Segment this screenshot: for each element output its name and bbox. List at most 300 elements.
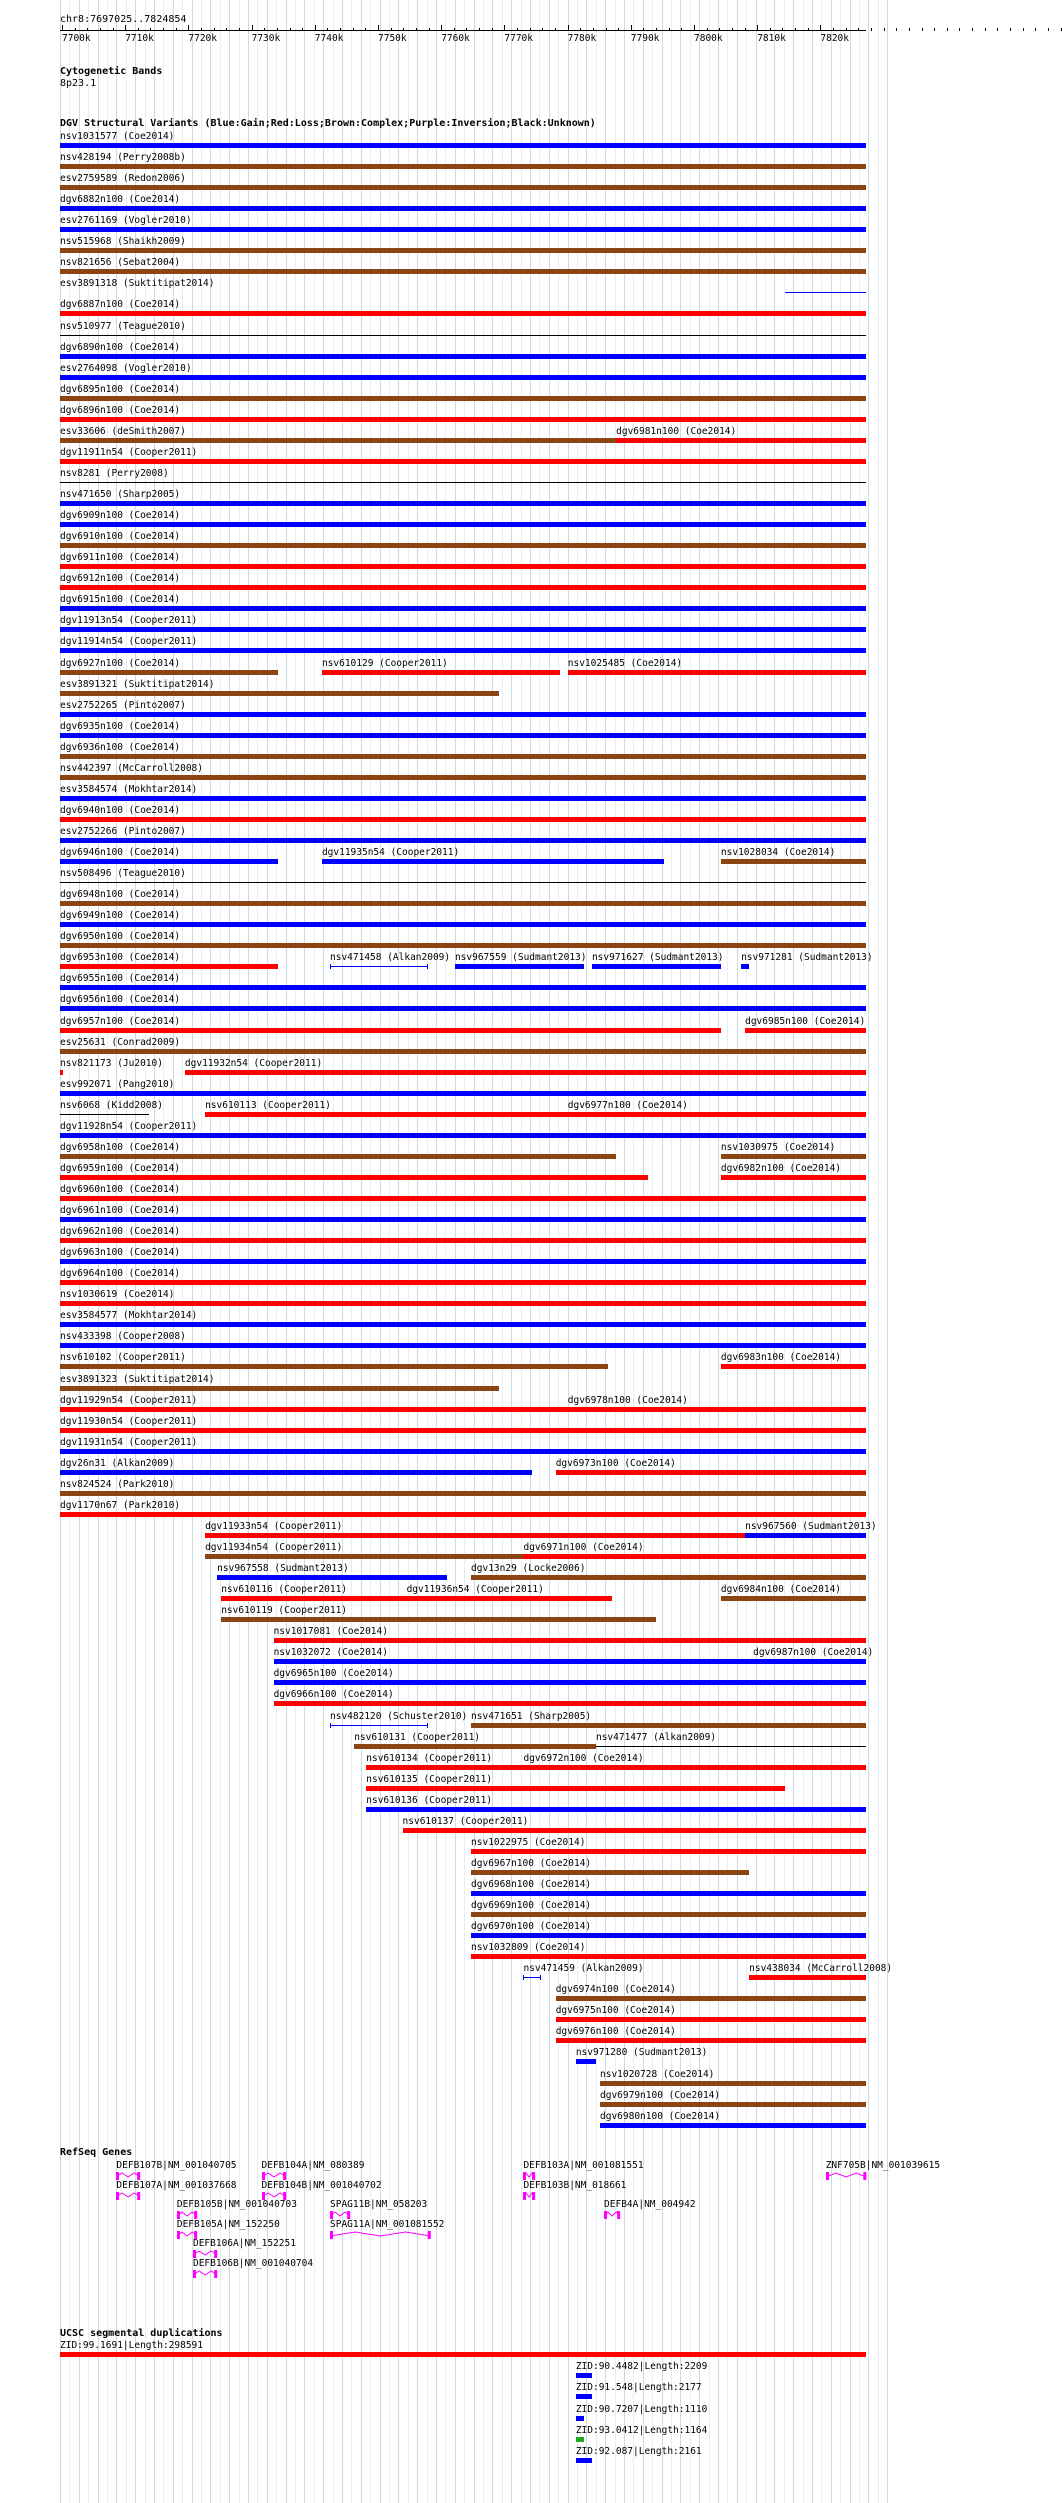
sv-bar[interactable] [60, 248, 866, 253]
sv-bar[interactable] [600, 2102, 866, 2107]
sv-label[interactable]: dgv13n29 (Locke2006) [471, 1563, 586, 1575]
sv-label[interactable]: nsv508496 (Teague2010) [60, 868, 186, 880]
sv-label[interactable]: nsv1020728 (Coe2014) [600, 2068, 715, 2080]
sv-label[interactable]: dgv6965n100 (Coe2014) [273, 1668, 394, 1680]
sv-label[interactable]: nsv610134 (Cooper2011) [366, 1752, 493, 1764]
sv-label[interactable]: nsv510977 (Teague2010) [60, 320, 186, 332]
sv-label[interactable]: dgv6973n100 (Coe2014) [555, 1457, 676, 1469]
sv-label[interactable]: esv25631 (Conrad2009) [60, 1036, 181, 1048]
segdup-bar[interactable] [576, 2437, 584, 2442]
sv-label[interactable]: dgv6946n100 (Coe2014) [60, 847, 181, 859]
sv-bar[interactable] [322, 670, 560, 675]
sv-label[interactable]: nsv971627 (Sudmant2013) [591, 952, 724, 964]
sv-label[interactable]: dgv6959n100 (Coe2014) [60, 1162, 181, 1174]
sv-label[interactable]: dgv6970n100 (Coe2014) [471, 1921, 592, 1933]
minor-tick [833, 28, 834, 31]
sv-label[interactable]: dgv26n31 (Alkan2009) [60, 1457, 175, 1469]
segdup-bar[interactable] [576, 2394, 592, 2399]
sv-label[interactable]: dgv6966n100 (Coe2014) [273, 1689, 394, 1701]
sv-bar[interactable] [60, 1217, 866, 1222]
sv-label[interactable]: nsv471458 (Alkan2009) [330, 952, 451, 964]
sv-bar[interactable] [366, 1786, 785, 1791]
sv-bar[interactable] [60, 1091, 866, 1096]
sv-label[interactable]: dgv6911n100 (Coe2014) [60, 552, 181, 564]
sv-line[interactable] [523, 1977, 539, 1978]
sv-label[interactable]: dgv11928n54 (Cooper2011) [60, 1120, 198, 1132]
sv-label[interactable]: dgv6896n100 (Coe2014) [60, 404, 181, 416]
gene-label[interactable]: SPAG11A|NM_001081552 [330, 2218, 445, 2230]
sv-label[interactable]: nsv433398 (Cooper2008) [60, 1331, 186, 1343]
minor-tick [631, 28, 632, 31]
sv-bar[interactable] [60, 1154, 616, 1159]
sv-bar[interactable] [455, 964, 584, 969]
sv-bar[interactable] [60, 164, 866, 169]
sv-label[interactable]: nsv821173 (Ju2010) [60, 1057, 163, 1069]
sv-bar[interactable] [60, 1006, 866, 1011]
sv-label[interactable]: dgv11934n54 (Cooper2011) [205, 1542, 343, 1554]
sv-bar[interactable] [322, 859, 665, 864]
sv-bar[interactable] [221, 1596, 406, 1601]
sv-bar[interactable] [60, 985, 866, 990]
sv-bar[interactable] [60, 1407, 568, 1412]
sv-bar[interactable] [60, 1133, 866, 1138]
sv-bar[interactable] [60, 1028, 721, 1033]
minor-tick [1061, 28, 1062, 31]
gene-label[interactable]: DEFB103A|NM_001081551 [523, 2160, 644, 2171]
segdup-bar[interactable] [60, 2352, 866, 2357]
sv-label[interactable]: dgv11929n54 (Cooper2011) [60, 1394, 198, 1406]
sv-bar[interactable] [60, 1070, 63, 1075]
sv-line[interactable] [60, 882, 866, 883]
sv-label[interactable]: nsv1025485 (Coe2014) [567, 657, 683, 669]
segdup-label[interactable]: ZID:99.1691|Length:298591 [60, 2340, 203, 2351]
sv-label[interactable]: dgv6882n100 (Coe2014) [60, 194, 181, 206]
minor-tick [125, 28, 126, 31]
minor-tick [100, 28, 101, 31]
sv-bar[interactable] [205, 1533, 745, 1538]
minor-tick [315, 28, 316, 31]
sv-bar[interactable] [60, 627, 866, 632]
sv-label[interactable]: esv2764098 (Vogler2010) [60, 362, 192, 374]
sv-bar[interactable] [60, 185, 866, 190]
sv-label[interactable]: nsv1030975 (Coe2014) [720, 1141, 836, 1153]
sv-label[interactable]: dgv6979n100 (Coe2014) [600, 2089, 721, 2101]
sv-bar[interactable] [366, 1807, 866, 1812]
sv-label[interactable]: dgv6960n100 (Coe2014) [60, 1184, 181, 1195]
sv-bar[interactable] [60, 775, 866, 780]
sv-bar[interactable] [221, 1617, 656, 1622]
gene-glyph[interactable] [523, 2191, 535, 2201]
minor-tick [656, 28, 657, 31]
sv-bar[interactable] [60, 459, 866, 464]
sv-label[interactable]: nsv967559 (Sudmant2013) [454, 952, 587, 964]
gene-label[interactable]: DEFB4A|NM_004942 [604, 2199, 696, 2210]
sv-label[interactable]: nsv1032809 (Coe2014) [471, 1942, 586, 1954]
sv-bar[interactable] [600, 2081, 866, 2086]
sv-bar[interactable] [592, 964, 721, 969]
sv-label[interactable]: dgv11935n54 (Cooper2011) [321, 847, 460, 859]
sv-line[interactable] [330, 966, 427, 967]
sv-label[interactable]: dgv11913n54 (Cooper2011) [60, 615, 198, 627]
sv-label[interactable]: nsv1022975 (Coe2014) [471, 1836, 586, 1848]
sv-label[interactable]: dgv6963n100 (Coe2014) [60, 1247, 181, 1259]
gene-label[interactable]: DEFB107A|NM_001037668 [116, 2179, 237, 2191]
sv-bar[interactable] [60, 1449, 866, 1454]
sv-bar[interactable] [753, 1659, 866, 1664]
sv-bar[interactable] [745, 1028, 866, 1033]
sv-label[interactable]: nsv471459 (Alkan2009) [523, 1963, 644, 1975]
tick-label: 7710k [125, 33, 154, 44]
sv-label[interactable]: esv992071 (Pang2010) [60, 1078, 175, 1090]
sv-bar[interactable] [556, 1996, 866, 2001]
gene-glyph[interactable] [116, 2191, 140, 2201]
sv-label[interactable]: dgv6969n100 (Coe2014) [471, 1900, 592, 1912]
sv-line[interactable] [330, 1725, 427, 1726]
sv-label[interactable]: dgv6950n100 (Coe2014) [60, 931, 181, 943]
sv-bar[interactable] [60, 691, 499, 696]
sv-bar[interactable] [60, 1491, 866, 1496]
sv-label[interactable]: nsv610135 (Cooper2011) [366, 1773, 493, 1785]
gene-label[interactable]: SPAG11B|NM_058203 [330, 2199, 428, 2210]
gene-label[interactable]: DEFB104B|NM_001040702 [261, 2179, 382, 2191]
sv-label[interactable]: nsv967560 (Sudmant2013) [745, 1520, 877, 1532]
sv-label[interactable]: nsv471477 (Alkan2009) [595, 1731, 717, 1743]
sv-bar[interactable] [471, 1933, 866, 1938]
minor-tick [429, 28, 430, 31]
sv-label[interactable]: esv3891323 (Suktitipat2014) [60, 1373, 215, 1385]
minor-tick [681, 28, 682, 31]
sv-bar[interactable] [471, 1575, 866, 1580]
minor-tick [542, 28, 543, 31]
sv-bar[interactable] [741, 964, 749, 969]
sv-label[interactable]: nsv610129 (Cooper2011) [321, 657, 448, 669]
sv-label[interactable]: esv3891321 (Suktitipat2014) [60, 678, 215, 690]
sv-line[interactable] [785, 292, 866, 293]
sv-bar[interactable] [721, 1154, 866, 1159]
sv-bar[interactable] [568, 1112, 866, 1117]
sv-bar[interactable] [471, 1891, 866, 1896]
sv-label[interactable]: dgv6977n100 (Coe2014) [567, 1099, 688, 1111]
sv-label[interactable]: dgv6971n100 (Coe2014) [523, 1542, 644, 1554]
sv-bar[interactable] [556, 2017, 866, 2022]
minor-tick [201, 28, 202, 31]
sv-bar[interactable] [60, 543, 866, 548]
sv-label[interactable]: nsv610113 (Cooper2011) [205, 1099, 331, 1111]
sv-bar[interactable] [616, 438, 866, 443]
sv-label[interactable]: dgv6987n100 (Coe2014) [753, 1647, 874, 1659]
sv-bar[interactable] [60, 670, 278, 675]
sv-label[interactable]: nsv1017081 (Coe2014) [273, 1626, 388, 1638]
minor-tick [239, 28, 240, 31]
sv-label[interactable]: nsv482120 (Schuster2010) [330, 1710, 468, 1722]
sv-label[interactable]: dgv11932n54 (Cooper2011) [184, 1057, 323, 1069]
sv-label[interactable]: dgv6981n100 (Coe2014) [616, 425, 737, 437]
sv-bar[interactable] [60, 817, 866, 822]
sv-bar[interactable] [274, 1701, 866, 1706]
sv-bar[interactable] [60, 396, 866, 401]
sv-bar[interactable] [60, 501, 866, 506]
gene-label[interactable]: DEFB106A|NM_152251 [192, 2238, 296, 2249]
sv-bar[interactable] [60, 796, 866, 801]
segdup-label[interactable]: ZID:91.548|Length:2177 [575, 2382, 702, 2394]
minor-tick [568, 28, 569, 31]
gene-label[interactable]: DEFB104A|NM_080389 [261, 2160, 365, 2171]
gene-label[interactable]: DEFB107B|NM_001040705 [116, 2160, 237, 2171]
sv-label[interactable]: nsv610116 (Cooper2011) [221, 1584, 348, 1596]
sv-label[interactable]: nsv824524 (Park2010) [60, 1478, 175, 1490]
sv-label[interactable]: nsv438034 (McCarroll2008) [749, 1963, 893, 1975]
sv-label[interactable]: dgv6915n100 (Coe2014) [60, 594, 181, 606]
sv-bar[interactable] [60, 712, 866, 717]
sv-label[interactable]: dgv6909n100 (Coe2014) [60, 510, 181, 522]
sv-bar[interactable] [60, 1196, 866, 1201]
sv-label[interactable]: nsv1032072 (Coe2014) [273, 1647, 388, 1659]
sv-label[interactable]: dgv6895n100 (Coe2014) [60, 383, 181, 395]
sv-label[interactable]: nsv428194 (Perry2008b) [60, 152, 186, 164]
sv-label[interactable]: nsv971280 (Sudmant2013) [575, 2047, 708, 2059]
sv-label[interactable]: dgv6967n100 (Coe2014) [471, 1857, 592, 1869]
sv-label[interactable]: nsv610136 (Cooper2011) [366, 1794, 493, 1806]
sv-label[interactable]: nsv471650 (Sharp2005) [60, 489, 181, 501]
gene-label[interactable]: DEFB103B|NM_018661 [523, 2179, 627, 2191]
sv-label[interactable]: dgv6955n100 (Coe2014) [60, 973, 181, 985]
sv-label[interactable]: dgv6958n100 (Coe2014) [60, 1141, 181, 1153]
sv-bar[interactable] [471, 1912, 866, 1917]
sv-label[interactable]: nsv442397 (McCarroll2008) [60, 762, 203, 774]
gene-label[interactable]: ZNF705B|NM_001039615 [825, 2160, 941, 2171]
sv-label[interactable]: dgv6956n100 (Coe2014) [60, 994, 181, 1006]
sv-bar[interactable] [60, 859, 278, 864]
sv-bar[interactable] [366, 1765, 523, 1770]
sv-bar[interactable] [568, 1407, 866, 1412]
sv-label[interactable]: nsv971281 (Sudmant2013) [741, 952, 873, 964]
sv-label[interactable]: nsv610119 (Cooper2011) [221, 1605, 348, 1617]
sv-label[interactable]: dgv11933n54 (Cooper2011) [205, 1520, 343, 1532]
sv-bar[interactable] [556, 2038, 866, 2043]
sv-bar[interactable] [60, 1512, 866, 1517]
sv-bar[interactable] [60, 648, 866, 653]
sv-bar[interactable] [60, 1386, 499, 1391]
sv-label[interactable]: dgv11914n54 (Cooper2011) [60, 636, 198, 648]
minor-tick [327, 28, 328, 31]
sv-label[interactable]: dgv6964n100 (Coe2014) [60, 1268, 181, 1280]
sv-label[interactable]: esv2759589 (Redon2006) [60, 173, 186, 185]
sv-bar[interactable] [471, 1849, 866, 1854]
sv-label[interactable]: dgv6968n100 (Coe2014) [471, 1878, 592, 1890]
sv-bar[interactable] [60, 206, 866, 211]
sv-bar[interactable] [60, 733, 866, 738]
sv-bar[interactable] [60, 227, 866, 232]
sv-bar[interactable] [60, 943, 866, 948]
sv-bar[interactable] [217, 1575, 447, 1580]
sv-label[interactable]: esv3584574 (Mokhtar2014) [60, 783, 198, 795]
sv-bar[interactable] [60, 1280, 866, 1285]
sv-bar[interactable] [60, 375, 866, 380]
sv-bar[interactable] [205, 1112, 568, 1117]
sv-label[interactable]: dgv11936n54 (Cooper2011) [406, 1584, 544, 1596]
sv-label[interactable]: esv3891318 (Suktitipat2014) [60, 278, 215, 290]
gene-glyph[interactable] [330, 2230, 431, 2240]
sv-bar[interactable] [60, 1238, 866, 1243]
sv-label[interactable]: dgv6957n100 (Coe2014) [60, 1015, 181, 1027]
sv-bar[interactable] [60, 1428, 866, 1433]
segdup-label[interactable]: ZID:90.4482|Length:2209 [575, 2361, 708, 2373]
sv-bar[interactable] [60, 354, 866, 359]
segdup-bar[interactable] [576, 2458, 592, 2463]
sv-label[interactable]: dgv6948n100 (Coe2014) [60, 889, 181, 901]
sv-label[interactable]: esv3584577 (Mokhtar2014) [60, 1310, 198, 1322]
sv-bar[interactable] [60, 1301, 866, 1306]
sv-bar[interactable] [60, 564, 866, 569]
sv-label[interactable]: dgv6982n100 (Coe2014) [720, 1162, 842, 1174]
sv-bar[interactable] [403, 1828, 866, 1833]
segdup-bar[interactable] [576, 2416, 584, 2421]
sv-bar[interactable] [721, 1175, 866, 1180]
minor-tick [669, 28, 670, 31]
segdup-label[interactable]: ZID:93.0412|Length:1164 [575, 2424, 708, 2436]
sv-bar[interactable] [60, 585, 866, 590]
sv-bar[interactable] [60, 522, 866, 527]
segdup-label[interactable]: ZID:90.7207|Length:1110 [575, 2403, 708, 2415]
sv-label[interactable]: dgv6940n100 (Coe2014) [60, 804, 181, 816]
sv-bar[interactable] [523, 1765, 866, 1770]
sv-bar[interactable] [471, 1954, 866, 1959]
sv-label[interactable]: nsv610137 (Cooper2011) [402, 1815, 529, 1827]
gene-glyph[interactable] [193, 2269, 217, 2279]
sv-label[interactable]: nsv1031577 (Coe2014) [60, 131, 175, 142]
sv-bar[interactable] [568, 670, 866, 675]
sv-label[interactable]: dgv1170n67 (Park2010) [60, 1499, 181, 1511]
sv-label[interactable]: dgv6980n100 (Coe2014) [600, 2110, 721, 2122]
sv-bar[interactable] [205, 1554, 523, 1559]
sv-bar[interactable] [60, 1470, 532, 1475]
sv-bar[interactable] [60, 417, 866, 422]
sv-label[interactable]: dgv6936n100 (Coe2014) [60, 741, 181, 753]
sv-label[interactable]: esv2761169 (Vogler2010) [60, 215, 192, 227]
sv-label[interactable]: esv2752266 (Pinto2007) [60, 825, 186, 837]
sv-bar[interactable] [60, 143, 866, 148]
refseq-title: RefSeq Genes [60, 2147, 133, 2158]
gene-glyph[interactable] [604, 2210, 620, 2220]
sv-bar[interactable] [60, 1049, 866, 1054]
segdup-label[interactable]: ZID:92.087|Length:2161 [575, 2446, 702, 2457]
sv-label[interactable]: nsv515968 (Shaikh2009) [60, 236, 186, 248]
sv-label[interactable]: dgv6978n100 (Coe2014) [567, 1394, 688, 1406]
sv-label[interactable]: dgv6887n100 (Coe2014) [60, 299, 181, 311]
sv-bar[interactable] [60, 838, 866, 843]
sv-bar[interactable] [354, 1744, 596, 1749]
sv-bar[interactable] [60, 1259, 866, 1264]
sv-bar[interactable] [407, 1596, 613, 1601]
sv-label[interactable]: nsv1030619 (Coe2014) [60, 1289, 175, 1301]
sv-line[interactable] [60, 1114, 149, 1115]
gene-glyph[interactable] [826, 2171, 866, 2181]
sv-bar[interactable] [60, 1175, 648, 1180]
sv-label[interactable]: nsv967558 (Sudmant2013) [217, 1563, 349, 1575]
gene-label[interactable]: DEFB105A|NM_152250 [176, 2218, 280, 2230]
minor-tick [757, 28, 758, 31]
sv-label[interactable]: nsv610102 (Cooper2011) [60, 1352, 186, 1364]
segdup-bar[interactable] [576, 2373, 592, 2378]
sv-line[interactable] [60, 482, 866, 483]
sv-bar[interactable] [721, 1596, 866, 1601]
sv-bar[interactable] [60, 1364, 608, 1369]
sv-bar[interactable] [721, 1364, 866, 1369]
grid-line [868, 0, 869, 2503]
sv-label[interactable]: esv33606 (deSmith2007) [60, 425, 186, 437]
sv-bar[interactable] [471, 1870, 749, 1875]
sv-line[interactable] [60, 335, 866, 336]
sv-label[interactable]: nsv610131 (Cooper2011) [354, 1731, 481, 1743]
sv-bar[interactable] [523, 1554, 866, 1559]
minor-tick [1048, 28, 1049, 31]
sv-bar[interactable] [721, 859, 866, 864]
sv-bar[interactable] [60, 269, 866, 274]
sv-label[interactable]: dgv11931n54 (Cooper2011) [60, 1436, 198, 1448]
sv-label[interactable]: dgv6961n100 (Coe2014) [60, 1205, 181, 1217]
sv-bar[interactable] [274, 1638, 866, 1643]
sv-bar[interactable] [60, 922, 866, 927]
sv-label[interactable]: dgv6927n100 (Coe2014) [60, 657, 181, 669]
sv-bar[interactable] [60, 901, 866, 906]
sv-bar[interactable] [185, 1070, 866, 1075]
sv-line[interactable] [596, 1746, 866, 1747]
sv-label[interactable]: dgv11911n54 (Cooper2011) [60, 446, 198, 458]
sv-label[interactable]: nsv821656 (Sebat2004) [60, 257, 181, 269]
sv-label[interactable]: dgv6910n100 (Coe2014) [60, 531, 181, 543]
sv-label[interactable]: nsv8281 (Perry2008) [60, 467, 169, 479]
sv-bar[interactable] [60, 311, 866, 316]
sv-label[interactable]: dgv6976n100 (Coe2014) [555, 2026, 676, 2038]
sv-bar[interactable] [556, 1470, 866, 1475]
sv-bar[interactable] [600, 2123, 866, 2128]
gene-label[interactable]: DEFB105B|NM_001040703 [176, 2199, 297, 2210]
sv-label[interactable]: dgv6984n100 (Coe2014) [720, 1584, 842, 1596]
sv-label[interactable]: dgv6972n100 (Coe2014) [523, 1752, 644, 1764]
sv-bar[interactable] [60, 606, 866, 611]
sv-bar[interactable] [60, 964, 278, 969]
sv-label[interactable]: nsv6068 (Kidd2008) [60, 1099, 163, 1111]
sv-label[interactable]: dgv6962n100 (Coe2014) [60, 1226, 181, 1238]
sv-label[interactable]: dgv6953n100 (Coe2014) [60, 952, 181, 964]
sv-label[interactable]: dgv6985n100 (Coe2014) [745, 1015, 866, 1027]
sv-bar[interactable] [274, 1680, 866, 1685]
sv-bar[interactable] [471, 1723, 866, 1728]
minor-tick [1035, 28, 1036, 31]
sv-bar[interactable] [60, 1343, 866, 1348]
sv-label[interactable]: dgv6974n100 (Coe2014) [555, 1984, 676, 1996]
sv-bar[interactable] [60, 1322, 866, 1327]
sv-label[interactable]: dgv6912n100 (Coe2014) [60, 573, 181, 585]
sv-bar[interactable] [749, 1975, 866, 1980]
sv-bar[interactable] [274, 1659, 754, 1664]
sv-label[interactable]: esv2752265 (Pinto2007) [60, 699, 186, 711]
minor-tick [858, 28, 859, 31]
sv-label[interactable]: dgv6949n100 (Coe2014) [60, 910, 181, 922]
sv-label[interactable]: dgv6890n100 (Coe2014) [60, 341, 181, 353]
sv-label[interactable]: nsv471651 (Sharp2005) [471, 1710, 592, 1722]
sv-bar[interactable] [60, 754, 866, 759]
sv-label[interactable]: dgv11930n54 (Cooper2011) [60, 1415, 198, 1427]
minor-tick [391, 28, 392, 31]
sv-bar[interactable] [745, 1533, 866, 1538]
gene-label[interactable]: DEFB106B|NM_001040704 [192, 2257, 314, 2269]
sv-label[interactable]: dgv6983n100 (Coe2014) [720, 1352, 842, 1364]
sv-label[interactable]: dgv6935n100 (Coe2014) [60, 720, 181, 732]
sv-label[interactable]: nsv1028034 (Coe2014) [720, 847, 836, 859]
sv-label[interactable]: dgv6975n100 (Coe2014) [555, 2005, 676, 2017]
sv-bar[interactable] [576, 2059, 596, 2064]
